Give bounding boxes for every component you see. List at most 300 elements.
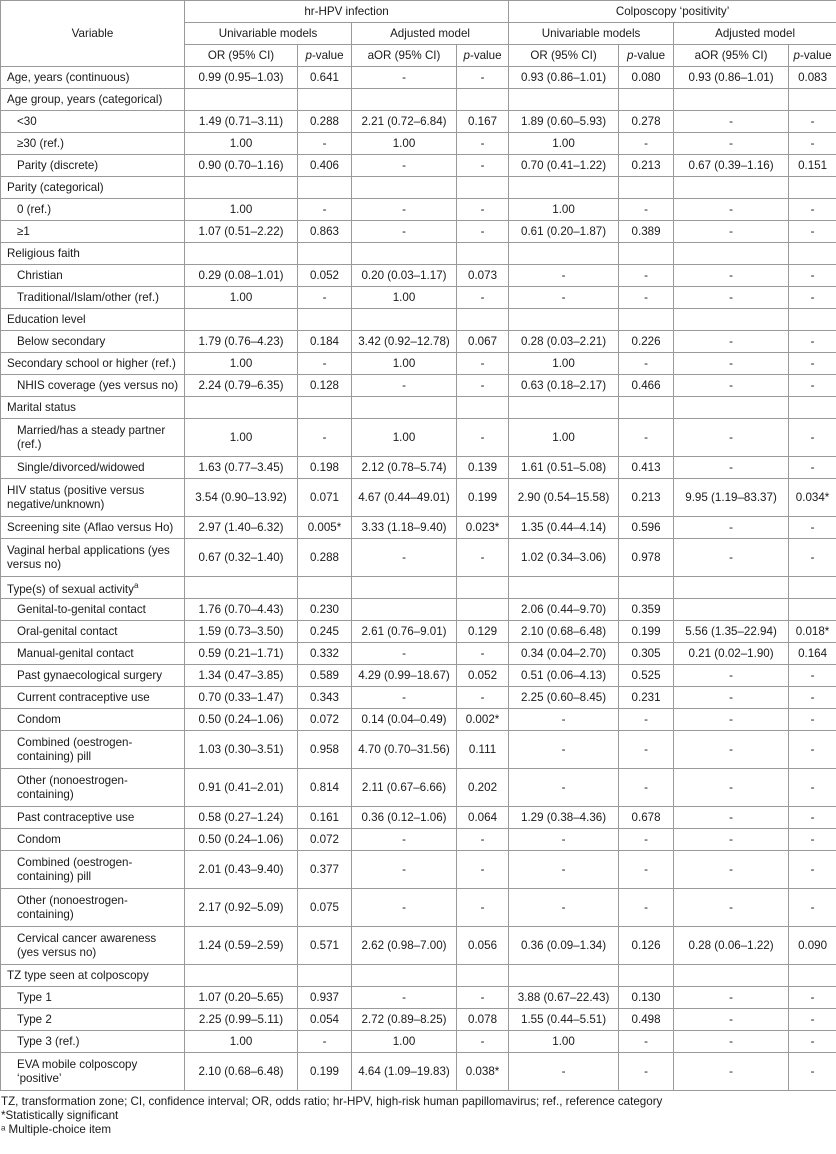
colpo-or-cell: 2.90 (0.54–15.58)	[509, 479, 619, 517]
colpo-aor-cell: -	[674, 111, 789, 133]
hrhpv-or-cell: 1.63 (0.77–3.45)	[185, 457, 298, 479]
colpo-adj-p-cell: -	[789, 331, 836, 353]
hrhpv-adj-p-cell	[457, 177, 509, 199]
table-row	[1, 287, 836, 309]
colpo-aor-cell: -	[674, 851, 789, 889]
hrhpv-or-cell: 1.00	[185, 287, 298, 309]
colpo-or-cell: -	[509, 731, 619, 769]
variable-label: Combined (oestrogen-containing) pill	[1, 851, 185, 889]
table-row	[1, 665, 836, 687]
colpo-aor-cell: -	[674, 769, 789, 807]
colpo-adj-p-cell: -	[789, 1031, 836, 1053]
hrhpv-or-cell: 0.91 (0.41–2.01)	[185, 769, 298, 807]
hrhpv-aor-cell	[352, 965, 457, 987]
colpo-adj-p-cell: 0.018*	[789, 621, 836, 643]
hrhpv-aor-cell: -	[352, 539, 457, 577]
hrhpv-or-cell	[185, 243, 298, 265]
hrhpv-univ-p-cell: -	[298, 353, 352, 375]
colpo-aor-cell: 0.93 (0.86–1.01)	[674, 67, 789, 89]
colpo-or-cell: 1.61 (0.51–5.08)	[509, 457, 619, 479]
colpo-adjusted-header: Adjusted model	[674, 23, 836, 45]
hrhpv-or-cell: 1.03 (0.30–3.51)	[185, 731, 298, 769]
hrhpv-aor-cell: -	[352, 199, 457, 221]
hrhpv-or-cell: 2.17 (0.92–5.09)	[185, 889, 298, 927]
hrhpv-adj-p-cell: 0.056	[457, 927, 509, 965]
hrhpv-aor-cell: 4.29 (0.99–18.67)	[352, 665, 457, 687]
colpo-univariable-header: Univariable models	[509, 23, 674, 45]
hrhpv-aor-cell	[352, 177, 457, 199]
table-row	[1, 265, 836, 287]
hrhpv-univ-p-cell	[298, 177, 352, 199]
hrhpv-or-cell: 2.01 (0.43–9.40)	[185, 851, 298, 889]
hrhpv-adj-p-cell	[457, 577, 509, 599]
hrhpv-univ-p-cell: 0.288	[298, 111, 352, 133]
variable-label: Type 3 (ref.)	[1, 1031, 185, 1053]
variable-label: EVA mobile colposcopy ‘positive’	[1, 1053, 185, 1091]
colpo-adj-p-cell: -	[789, 375, 836, 397]
hrhpv-or-cell: 1.76 (0.70–4.43)	[185, 599, 298, 621]
colpo-or-cell: -	[509, 1053, 619, 1091]
hrhpv-aor-header: aOR (95% CI)	[352, 45, 457, 67]
colpo-aor-cell: 0.28 (0.06–1.22)	[674, 927, 789, 965]
hrhpv-or-header: OR (95% CI)	[185, 45, 298, 67]
colpo-univ-p-cell: 0.231	[619, 687, 674, 709]
hrhpv-univ-p-cell: 0.072	[298, 709, 352, 731]
colpo-aor-cell	[674, 397, 789, 419]
hrhpv-aor-cell: -	[352, 375, 457, 397]
hrhpv-univ-p-cell: 0.406	[298, 155, 352, 177]
colpo-univ-p-cell: 0.305	[619, 643, 674, 665]
hrhpv-adj-p-cell: -	[457, 375, 509, 397]
colpo-univ-p-cell: -	[619, 769, 674, 807]
colpo-aor-cell: -	[674, 987, 789, 1009]
hrhpv-aor-cell: 0.14 (0.04–0.49)	[352, 709, 457, 731]
colpo-univ-p-cell	[619, 309, 674, 331]
colpo-adj-p-cell	[789, 243, 836, 265]
colpo-aor-cell: -	[674, 1031, 789, 1053]
variable-label: Manual-genital contact	[1, 643, 185, 665]
variable-label: Religious faith	[1, 243, 185, 265]
table-row	[1, 687, 836, 709]
hrhpv-univ-p-cell: 0.075	[298, 889, 352, 927]
hrhpv-adj-p-cell: 0.139	[457, 457, 509, 479]
colpo-or-cell: 0.51 (0.06–4.13)	[509, 665, 619, 687]
table-row	[1, 89, 836, 111]
variable-label: Education level	[1, 309, 185, 331]
colpo-or-cell	[509, 397, 619, 419]
colpo-or-cell: 0.36 (0.09–1.34)	[509, 927, 619, 965]
variable-label: Past gynaecological surgery	[1, 665, 185, 687]
colpo-or-cell	[509, 577, 619, 599]
colpo-or-cell: -	[509, 287, 619, 309]
colpo-adj-p-cell	[789, 599, 836, 621]
colpo-or-cell: 0.70 (0.41–1.22)	[509, 155, 619, 177]
hrhpv-or-cell: 2.24 (0.79–6.35)	[185, 375, 298, 397]
hrhpv-univ-p-cell: 0.230	[298, 599, 352, 621]
abbreviations-note: TZ, transformation zone; CI, confidence interval; OR, odds ratio; hr-HPV, high-risk human papillomavirus; ref., reference category	[1, 1095, 663, 1108]
colpo-or-header: OR (95% CI)	[509, 45, 619, 67]
colpo-adj-p-cell: -	[789, 133, 836, 155]
hrhpv-aor-cell	[352, 577, 457, 599]
hrhpv-aor-cell: 1.00	[352, 353, 457, 375]
colpo-adj-p-cell: -	[789, 287, 836, 309]
table-row	[1, 577, 836, 599]
hrhpv-univ-p-cell: 0.288	[298, 539, 352, 577]
variable-label: Current contraceptive use	[1, 687, 185, 709]
colpo-aor-cell: -	[674, 353, 789, 375]
table-row	[1, 457, 836, 479]
table-row	[1, 889, 836, 927]
colpo-adj-p-cell	[789, 965, 836, 987]
colpo-or-cell: -	[509, 769, 619, 807]
hrhpv-or-cell: 0.50 (0.24–1.06)	[185, 829, 298, 851]
variable-label: Age group, years (categorical)	[1, 89, 185, 111]
table-row	[1, 829, 836, 851]
variable-label: Past contraceptive use	[1, 807, 185, 829]
hrhpv-adj-p-cell: -	[457, 199, 509, 221]
colpo-univ-p-cell: 0.498	[619, 1009, 674, 1031]
hrhpv-aor-cell: 2.61 (0.76–9.01)	[352, 621, 457, 643]
colpo-or-cell: -	[509, 889, 619, 927]
colpo-univ-p-cell: -	[619, 1053, 674, 1091]
hrhpv-univ-p-cell	[298, 577, 352, 599]
colpo-aor-cell: -	[674, 287, 789, 309]
table-row	[1, 927, 836, 965]
hrhpv-aor-cell: 0.20 (0.03–1.17)	[352, 265, 457, 287]
colpo-adj-p-cell: 0.164	[789, 643, 836, 665]
hrhpv-adj-p-header: p-value	[457, 45, 509, 67]
hrhpv-aor-cell: -	[352, 829, 457, 851]
variable-label: Married/has a steady partner (ref.)	[1, 419, 185, 457]
colpo-adj-p-cell: -	[789, 457, 836, 479]
variable-label: ≥1	[1, 221, 185, 243]
hrhpv-adj-p-cell: -	[457, 133, 509, 155]
colpo-or-cell: -	[509, 265, 619, 287]
hrhpv-univ-p-cell: 0.005*	[298, 517, 352, 539]
hrhpv-adj-p-cell: -	[457, 155, 509, 177]
variable-label: HIV status (positive versus negative/unknown)	[1, 479, 185, 517]
colpo-or-cell: 2.10 (0.68–6.48)	[509, 621, 619, 643]
hrhpv-adj-p-cell: 0.002*	[457, 709, 509, 731]
colpo-aor-header: aOR (95% CI)	[674, 45, 789, 67]
colpo-univ-p-cell	[619, 243, 674, 265]
variable-label: Condom	[1, 829, 185, 851]
hrhpv-or-cell: 1.00	[185, 353, 298, 375]
hrhpv-or-cell: 0.50 (0.24–1.06)	[185, 709, 298, 731]
hrhpv-aor-cell: 1.00	[352, 419, 457, 457]
hrhpv-adj-p-cell: -	[457, 419, 509, 457]
colpo-univ-p-cell: 0.978	[619, 539, 674, 577]
colpo-aor-cell: -	[674, 807, 789, 829]
hrhpv-adj-p-cell: -	[457, 287, 509, 309]
hrhpv-or-cell: 1.00	[185, 133, 298, 155]
hrhpv-aor-cell	[352, 309, 457, 331]
hrhpv-aor-cell	[352, 397, 457, 419]
colpo-univ-p-cell: -	[619, 709, 674, 731]
colpo-adj-p-cell: -	[789, 665, 836, 687]
colpo-aor-cell	[674, 599, 789, 621]
variable-label: Traditional/Islam/other (ref.)	[1, 287, 185, 309]
hrhpv-or-cell	[185, 397, 298, 419]
hrhpv-univ-p-cell: 0.199	[298, 1053, 352, 1091]
hrhpv-or-cell: 1.79 (0.76–4.23)	[185, 331, 298, 353]
colpo-aor-cell	[674, 309, 789, 331]
colpo-or-cell: 0.34 (0.04–2.70)	[509, 643, 619, 665]
hrhpv-univ-p-cell: 0.161	[298, 807, 352, 829]
hrhpv-adj-p-cell	[457, 89, 509, 111]
colpo-aor-cell: -	[674, 133, 789, 155]
colpo-aor-cell	[674, 177, 789, 199]
colpo-univ-p-cell: -	[619, 731, 674, 769]
colpo-adj-p-cell	[789, 177, 836, 199]
hrhpv-univ-p-cell	[298, 965, 352, 987]
colpo-univ-p-cell	[619, 397, 674, 419]
colpo-adj-p-cell: -	[789, 731, 836, 769]
colpo-univ-p-cell	[619, 577, 674, 599]
colpo-aor-cell: -	[674, 419, 789, 457]
variable-label: Condom	[1, 709, 185, 731]
hrhpv-or-cell	[185, 89, 298, 111]
colpo-aor-cell	[674, 965, 789, 987]
colpo-adj-p-header: p-value	[789, 45, 836, 67]
hrhpv-univ-p-cell: 0.958	[298, 731, 352, 769]
colpo-or-cell	[509, 965, 619, 987]
multiple-choice-note: ᵃ Multiple-choice item	[1, 1123, 111, 1136]
hrhpv-univ-p-cell	[298, 397, 352, 419]
hrhpv-univ-p-cell	[298, 309, 352, 331]
colpo-adj-p-cell	[789, 89, 836, 111]
colposcopy-group-header: Colposcopy ‘positivity’	[509, 1, 836, 23]
colpo-or-cell: 1.00	[509, 419, 619, 457]
hrhpv-adj-p-cell: -	[457, 889, 509, 927]
hrhpv-or-cell: 0.90 (0.70–1.16)	[185, 155, 298, 177]
table-row	[1, 221, 836, 243]
hrhpv-aor-cell: -	[352, 987, 457, 1009]
hrhpv-or-cell: 1.59 (0.73–3.50)	[185, 621, 298, 643]
colpo-univ-p-cell: -	[619, 889, 674, 927]
hrhpv-adj-p-cell: 0.078	[457, 1009, 509, 1031]
significance-note: *Statistically significant	[1, 1109, 119, 1122]
colpo-adj-p-cell: -	[789, 265, 836, 287]
colpo-or-cell	[509, 243, 619, 265]
colpo-aor-cell: -	[674, 221, 789, 243]
hrhpv-adj-p-cell: -	[457, 353, 509, 375]
variable-label: Christian	[1, 265, 185, 287]
hrhpv-aor-cell	[352, 599, 457, 621]
hrhpv-adj-p-cell: 0.202	[457, 769, 509, 807]
colpo-aor-cell	[674, 243, 789, 265]
variable-label: Below secondary	[1, 331, 185, 353]
variable-label: Other (nonoestrogen-containing)	[1, 769, 185, 807]
variable-label: Genital-to-genital contact	[1, 599, 185, 621]
colpo-adj-p-cell	[789, 309, 836, 331]
hrhpv-aor-cell: 4.67 (0.44–49.01)	[352, 479, 457, 517]
colpo-or-cell: 1.89 (0.60–5.93)	[509, 111, 619, 133]
colpo-adj-p-cell: -	[789, 709, 836, 731]
colpo-adj-p-cell: 0.090	[789, 927, 836, 965]
variable-label: Age, years (continuous)	[1, 67, 185, 89]
hrhpv-aor-cell: 2.21 (0.72–6.84)	[352, 111, 457, 133]
table-row	[1, 965, 836, 987]
hrhpv-or-cell: 2.25 (0.99–5.11)	[185, 1009, 298, 1031]
colpo-univ-p-cell: 0.359	[619, 599, 674, 621]
variable-label: Parity (discrete)	[1, 155, 185, 177]
hrhpv-adj-p-cell	[457, 397, 509, 419]
hrhpv-aor-cell: 4.64 (1.09–19.83)	[352, 1053, 457, 1091]
hrhpv-univ-p-cell: 0.377	[298, 851, 352, 889]
hrhpv-univ-p-cell: 0.937	[298, 987, 352, 1009]
colpo-adj-p-cell: -	[789, 1053, 836, 1091]
hrhpv-or-cell: 1.07 (0.51–2.22)	[185, 221, 298, 243]
hrhpv-adj-p-cell: 0.167	[457, 111, 509, 133]
hrhpv-univ-p-cell: -	[298, 1031, 352, 1053]
colpo-univ-p-cell: 0.213	[619, 479, 674, 517]
colpo-aor-cell	[674, 577, 789, 599]
hrhpv-aor-cell: -	[352, 221, 457, 243]
colpo-univ-p-cell: 0.678	[619, 807, 674, 829]
colpo-or-cell: -	[509, 851, 619, 889]
colpo-aor-cell: -	[674, 331, 789, 353]
hrhpv-univ-p-cell: -	[298, 287, 352, 309]
hrhpv-adjusted-header: Adjusted model	[352, 23, 509, 45]
hrhpv-or-cell: 2.10 (0.68–6.48)	[185, 1053, 298, 1091]
hrhpv-aor-cell: -	[352, 851, 457, 889]
variable-label: ≥30 (ref.)	[1, 133, 185, 155]
hrhpv-or-cell: 2.97 (1.40–6.32)	[185, 517, 298, 539]
table-row	[1, 987, 836, 1009]
colpo-univ-p-cell: 0.413	[619, 457, 674, 479]
hrhpv-or-cell: 0.70 (0.33–1.47)	[185, 687, 298, 709]
table-row	[1, 769, 836, 807]
hrhpv-univ-p-cell: 0.128	[298, 375, 352, 397]
hrhpv-univ-p-header: p-value	[298, 45, 352, 67]
colpo-univ-p-cell: 0.596	[619, 517, 674, 539]
table-row	[1, 331, 836, 353]
colpo-adj-p-cell: -	[789, 829, 836, 851]
colpo-univ-p-cell: -	[619, 829, 674, 851]
colpo-univ-p-cell: 0.389	[619, 221, 674, 243]
variable-label: Screening site (Aflao versus Ho)	[1, 517, 185, 539]
colpo-adj-p-cell: -	[789, 221, 836, 243]
hrhpv-aor-cell: 3.42 (0.92–12.78)	[352, 331, 457, 353]
hrhpv-aor-cell: -	[352, 889, 457, 927]
colpo-adj-p-cell	[789, 397, 836, 419]
hrhpv-univ-p-cell: 0.641	[298, 67, 352, 89]
hrhpv-aor-cell	[352, 243, 457, 265]
table-row	[1, 479, 836, 517]
hrhpv-adj-p-cell: 0.067	[457, 331, 509, 353]
hrhpv-adj-p-cell: 0.073	[457, 265, 509, 287]
hrhpv-adj-p-cell	[457, 965, 509, 987]
table-row	[1, 1053, 836, 1091]
table-row	[1, 599, 836, 621]
hrhpv-adj-p-cell: -	[457, 687, 509, 709]
colpo-aor-cell: -	[674, 687, 789, 709]
colpo-or-cell: 1.00	[509, 133, 619, 155]
table-row	[1, 709, 836, 731]
colpo-univ-p-header: p-value	[619, 45, 674, 67]
variable-header: Variable	[1, 1, 185, 67]
variable-label: Other (nonoestrogen-containing)	[1, 889, 185, 927]
colpo-aor-cell: -	[674, 829, 789, 851]
hrhpv-adj-p-cell	[457, 599, 509, 621]
hrhpv-univ-p-cell	[298, 89, 352, 111]
variable-label: Combined (oestrogen-containing) pill	[1, 731, 185, 769]
colpo-aor-cell: -	[674, 1053, 789, 1091]
hrhpv-aor-cell: -	[352, 67, 457, 89]
colpo-or-cell	[509, 177, 619, 199]
hrhpv-adj-p-cell: 0.023*	[457, 517, 509, 539]
variable-label: 0 (ref.)	[1, 199, 185, 221]
hrhpv-aor-cell: 1.00	[352, 287, 457, 309]
variable-label: Secondary school or higher (ref.)	[1, 353, 185, 375]
colpo-or-cell	[509, 309, 619, 331]
colpo-univ-p-cell	[619, 965, 674, 987]
hrhpv-univ-p-cell: -	[298, 133, 352, 155]
colpo-univ-p-cell: -	[619, 265, 674, 287]
colpo-or-cell: 1.55 (0.44–5.51)	[509, 1009, 619, 1031]
hrhpv-or-cell: 0.67 (0.32–1.40)	[185, 539, 298, 577]
table-row	[1, 155, 836, 177]
hrhpv-or-cell: 0.99 (0.95–1.03)	[185, 67, 298, 89]
hrhpv-univ-p-cell: 0.814	[298, 769, 352, 807]
variable-label: NHIS coverage (yes versus no)	[1, 375, 185, 397]
hrhpv-adj-p-cell: -	[457, 643, 509, 665]
colpo-univ-p-cell: 0.525	[619, 665, 674, 687]
table-row	[1, 67, 836, 89]
hrhpv-univ-p-cell: -	[298, 419, 352, 457]
hrhpv-or-cell: 1.49 (0.71–3.11)	[185, 111, 298, 133]
hrhpv-univ-p-cell: 0.245	[298, 621, 352, 643]
table-row	[1, 517, 836, 539]
colpo-univ-p-cell	[619, 177, 674, 199]
colpo-univ-p-cell: 0.466	[619, 375, 674, 397]
hrhpv-adj-p-cell: -	[457, 67, 509, 89]
colpo-univ-p-cell: -	[619, 199, 674, 221]
colpo-or-cell: 1.00	[509, 353, 619, 375]
table-row	[1, 199, 836, 221]
hrhpv-aor-cell: -	[352, 643, 457, 665]
colpo-adj-p-cell: 0.151	[789, 155, 836, 177]
hrhpv-adj-p-cell: -	[457, 221, 509, 243]
hrhpv-or-cell	[185, 965, 298, 987]
colpo-or-cell: 1.35 (0.44–4.14)	[509, 517, 619, 539]
colpo-or-cell: 0.28 (0.03–2.21)	[509, 331, 619, 353]
hrhpv-aor-cell: 1.00	[352, 1031, 457, 1053]
hrhpv-aor-cell: 2.72 (0.89–8.25)	[352, 1009, 457, 1031]
colpo-univ-p-cell: -	[619, 287, 674, 309]
table-row	[1, 309, 836, 331]
hrhpv-adj-p-cell: 0.052	[457, 665, 509, 687]
hrhpv-or-cell	[185, 177, 298, 199]
hrhpv-aor-cell: 2.62 (0.98–7.00)	[352, 927, 457, 965]
hrhpv-or-cell: 1.07 (0.20–5.65)	[185, 987, 298, 1009]
hrhpv-adj-p-cell: -	[457, 829, 509, 851]
hrhpv-adj-p-cell	[457, 309, 509, 331]
hrhpv-aor-cell: 4.70 (0.70–31.56)	[352, 731, 457, 769]
hrhpv-aor-cell: 3.33 (1.18–9.40)	[352, 517, 457, 539]
hrhpv-univ-p-cell: 0.184	[298, 331, 352, 353]
colpo-aor-cell: -	[674, 889, 789, 927]
hrhpv-adj-p-cell	[457, 243, 509, 265]
hrhpv-or-cell: 1.24 (0.59–2.59)	[185, 927, 298, 965]
colpo-or-cell: 0.61 (0.20–1.87)	[509, 221, 619, 243]
table-row	[1, 243, 836, 265]
colpo-univ-p-cell: -	[619, 353, 674, 375]
colpo-adj-p-cell	[789, 577, 836, 599]
table-row	[1, 539, 836, 577]
colpo-or-cell: 0.93 (0.86–1.01)	[509, 67, 619, 89]
